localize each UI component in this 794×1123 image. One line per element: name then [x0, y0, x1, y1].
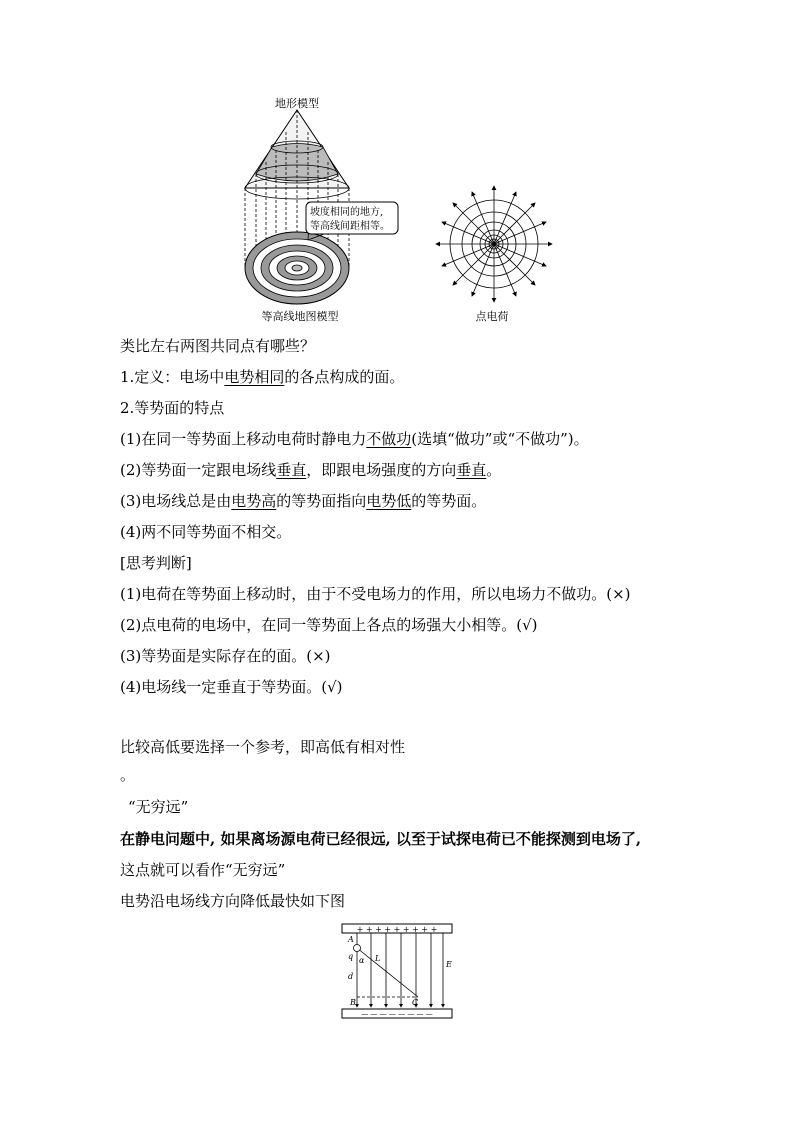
infinity-text-2: 这点就可以看作“无穷远”: [120, 861, 286, 879]
feature-2: [120, 460, 501, 480]
feature-3-text-b: 的等势面指向: [276, 492, 367, 510]
label-B: B: [350, 998, 356, 1007]
definition-suffix: 的各点构成的面。: [284, 368, 405, 386]
feature-3-text-a: (3)电场线总是由: [120, 492, 232, 510]
definition-term: 电势相同: [224, 368, 285, 386]
label-q: q: [348, 952, 354, 961]
feature-2-text-b: ，即跟电场强度的方向: [306, 461, 457, 479]
contour-map-label: 等高线地图模型: [261, 310, 339, 323]
terrain-model-diagram: [245, 96, 398, 323]
infinity-title: “无穷远”: [128, 798, 189, 816]
features-heading: 2.等势面的特点: [120, 399, 225, 417]
judgment-3: (3)等势面是实际存在的面。(×): [120, 647, 331, 665]
label-d: d: [348, 972, 354, 981]
feature-4: (4)两不同等势面不相交。: [120, 523, 292, 541]
callout-line-1: 坡度相同的地方,: [310, 207, 384, 218]
analogy-question: 类比左右两图共同点有哪些？: [120, 337, 316, 355]
positive-plate-signs: + + + + + + + + +: [356, 925, 438, 934]
judgment-1: (1)电荷在等势面上移动时，由于不受电场力的作用，所以电场力不做功。(×): [120, 585, 631, 603]
label-E: E: [446, 960, 452, 969]
note-period: 。: [120, 766, 136, 784]
feature-2-answer-2: 垂直: [456, 461, 487, 479]
definition-line: [120, 367, 404, 387]
feature-2-text-a: (2)等势面一定跟电场线: [120, 461, 277, 479]
feature-2-text-c: 。: [486, 461, 502, 479]
point-charge-label: 点电荷: [475, 310, 509, 323]
feature-3-answer-2: 电势低: [366, 492, 412, 510]
uniform-field-diagram: [338, 921, 458, 1021]
feature-1-answer: 不做功: [366, 430, 412, 448]
judgment-2: (2)点电荷的电场中，在同一等势面上各点的场强大小相等。(√): [120, 616, 538, 634]
feature-1: [120, 429, 589, 449]
point-charge-diagram: [436, 186, 552, 302]
terrain-model-label: 地形模型: [275, 97, 319, 110]
feature-3: [120, 491, 486, 511]
label-A: A: [348, 935, 354, 944]
label-C: C: [412, 998, 419, 1007]
label-alpha: α: [359, 956, 365, 965]
terrain-point-charge-figure: [230, 92, 570, 324]
note-relative-height: 比较高低要选择一个参考，即高低有相对性: [120, 738, 406, 756]
definition-prefix: 1.定义：电场中: [120, 368, 225, 386]
label-L: L: [375, 954, 381, 963]
callout-line-2: 等高线间距相等。: [310, 221, 390, 232]
feature-1-text-b: (选填“做功”或“不做功”)。: [411, 430, 589, 448]
think-heading: [思考判断]: [120, 554, 192, 572]
judgment-4: (4)电场线一定垂直于等势面。(√): [120, 678, 343, 696]
feature-1-text-a: (1)在同一等势面上移动电荷时静电力: [120, 430, 367, 448]
feature-2-answer-1: 垂直: [276, 461, 307, 479]
potential-drop-text: 电势沿电场线方向降低最快如下图: [120, 892, 346, 910]
infinity-text-1: 在静电问题中, 如果离场源电荷已经很远, 以至于试探电荷已不能探测到电场了,: [120, 830, 642, 848]
negative-plate-signs: — — — — — — — —: [361, 1010, 433, 1018]
feature-3-text-c: 的等势面。: [411, 492, 487, 510]
feature-3-answer-1: 电势高: [231, 492, 277, 510]
